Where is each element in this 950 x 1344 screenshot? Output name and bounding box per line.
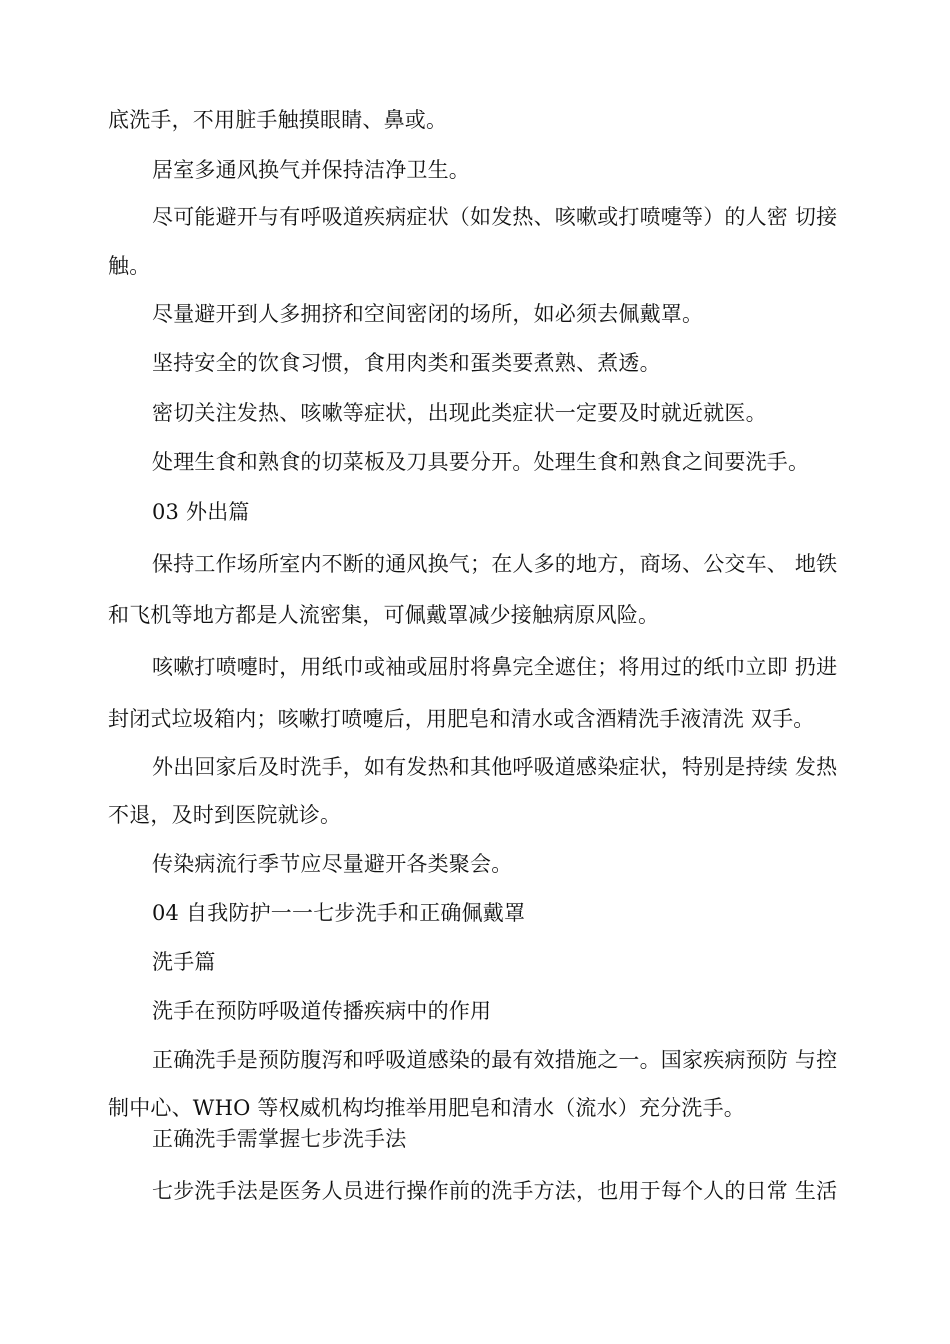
text-line-5: 尽量避开到人多拥挤和空间密闭的场所，如必须去佩戴罩。 — [152, 302, 704, 326]
text-line-6: 坚持安全的饮食习惯，食用肉类和蛋类要煮熟、煮透。 — [152, 351, 661, 375]
text-line-15: 不退，及时到医院就诊。 — [108, 803, 342, 827]
text-line-14: 外出回家后及时洗手，如有发热和其他呼吸道感染症状，特别是持续 发热 — [152, 755, 838, 779]
text-line-4: 触。 — [108, 254, 151, 278]
text-line-21: 制中心、WHO 等权威机构均推举用肥皂和清水（流水）充分洗手。 — [108, 1096, 745, 1120]
text-line-1: 底洗手，不用脏手触摸眼睛、鼻或。 — [108, 108, 448, 132]
text-line-3: 尽可能避开与有呼吸道疾病症状（如发热、咳嗽或打喷嚏等）的人密 切接 — [152, 205, 838, 229]
section-heading-04: 04 自我防护一一七步洗手和正确佩戴罩 — [152, 901, 526, 925]
subheading-handwashing: 洗手篇 — [152, 950, 216, 974]
text-line-10: 保持工作场所室内不断的通风换气；在人多的地方，商场、公交车、 地铁 — [152, 552, 838, 576]
text-line-2: 居室多通风换气并保持洁净卫生。 — [152, 158, 470, 182]
subheading-seven-step: 正确洗手需掌握七步洗手法 — [152, 1127, 407, 1151]
section-heading-03: 03 外出篇 — [152, 500, 250, 524]
text-line-8: 处理生食和熟食的切菜板及刀具要分开。处理生食和熟食之间要洗手。 — [152, 450, 810, 474]
text-line-11: 和飞机等地方都是人流密集，可佩戴罩减少接触病原风险。 — [108, 603, 660, 627]
subheading-role: 洗手在预防呼吸道传播疾病中的作用 — [152, 999, 492, 1023]
text-line-12: 咳嗽打喷嚏时，用纸巾或袖或屈肘将鼻完全遮住；将用过的纸巾立即 扔进 — [152, 655, 838, 679]
text-line-13: 封闭式垃圾箱内；咳嗽打喷嚏后，用肥皂和清水或含酒精洗手液清洗 双手。 — [108, 707, 815, 731]
text-line-7: 密切关注发热、咳嗽等症状，出现此类症状一定要及时就近就医。 — [152, 401, 767, 425]
text-line-20: 正确洗手是预防腹泻和呼吸道感染的最有效措施之一。国家疾病预防 与控 — [152, 1048, 838, 1072]
text-line-16: 传染病流行季节应尽量避开各类聚会。 — [152, 852, 513, 876]
text-line-23: 七步洗手法是医务人员进行操作前的洗手方法，也用于每个人的日常 生活 — [152, 1179, 838, 1203]
